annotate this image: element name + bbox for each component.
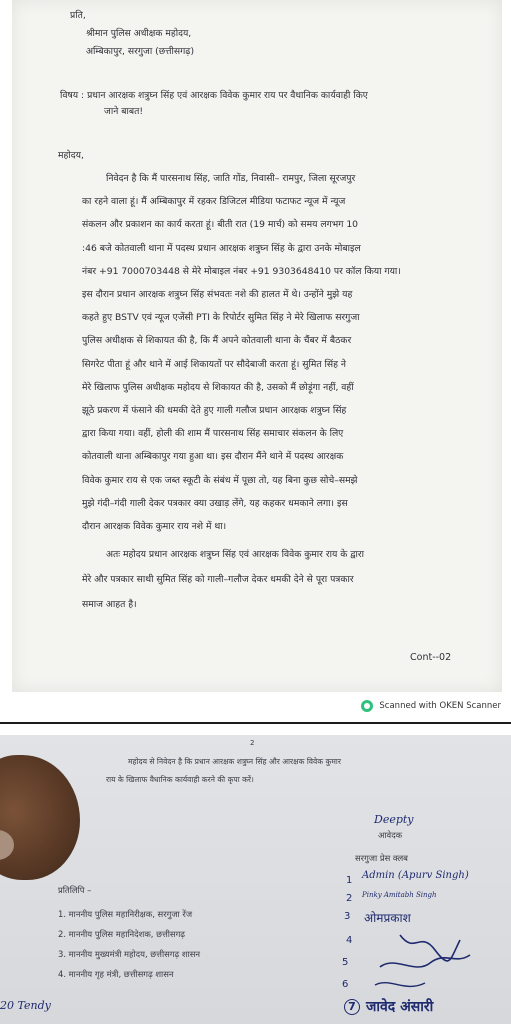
applicant-label: आवेदक — [378, 830, 403, 840]
salutation-to: प्रति, — [70, 10, 86, 21]
copy-item: 1. माननीय पुलिस महानिरीक्षक, सरगुजा रेंज — [58, 909, 193, 919]
body-line: सिगरेट पीता हूं और थाने में आई शिकायतों पर सौदेबाजी करता हूं। सुमित सिंह ने — [82, 358, 346, 370]
scanner-watermark-text: Scanned with OKEN Scanner — [379, 701, 501, 711]
letter-page-1 — [12, 0, 502, 692]
club-name: सरगुजा प्रेस क्लब — [355, 853, 408, 863]
addressee-line-1: श्रीमान पुलिस अधीक्षक महोदय, — [86, 28, 192, 39]
copy-item: 2. माननीय पुलिस महानिदेशक, छत्तीसगढ़ — [58, 929, 186, 939]
body-line: कोतवाली थाना अम्बिकापुर गया हुआ था। इस दौरान मैंने थाने में पदस्थ आरक्षक — [82, 451, 344, 463]
copy-item: 3. माननीय मुख्यमंत्री महोदय, छत्तीसगढ़ शासन — [58, 949, 201, 959]
body-line: मुझे गंदी–गंदी गाली देकर पत्रकार क्या उखाड़ लेंगे, यह कहकर धमकाने लगा। इस — [82, 497, 348, 509]
body-line: दौरान आरक्षक विवेक कुमार राय नशे में था। — [82, 521, 227, 533]
signature-top: Deepty — [374, 813, 414, 826]
sig-number: 4 — [346, 935, 353, 946]
body-line: मेरे खिलाफ पुलिस अधीक्षक महोदय से शिकायत की है, उसको मैं छोड़ूंगा नहीं, वहीं — [82, 381, 354, 393]
body-line: निवेदन है कि मैं पारसनाथ सिंह, जाति गोंड, निवासी– रामपुर, जिला सूरजपुर — [106, 173, 356, 184]
signature-entry: Pinky Amitabh Singh — [362, 891, 437, 899]
signature-entry: ओमप्रकाश — [364, 911, 411, 925]
page-divider — [0, 722, 511, 724]
closing-paragraph — [82, 542, 472, 617]
signature-entry: जावेद अंसारी — [366, 999, 434, 1015]
body-line: पुलिस अधीक्षक से शिकायत की है, कि मैं अपने कोतवाली थाना के चैंबर में बैठकर — [82, 335, 352, 347]
sig-number: 3 — [344, 911, 351, 922]
body-line: का रहने वाला हूं। मैं अम्बिकापुर में रहकर डिजिटल मीडिया फटाफट न्यूज में न्यूज — [82, 196, 346, 208]
sig-number: 5 — [342, 957, 349, 968]
thumbnail-nail — [0, 830, 14, 860]
copy-item: 4. माननीय गृह मंत्री, छत्तीसगढ़ शासन — [58, 969, 174, 979]
request-line-2: राय के खिलाफ वैधानिक कार्यवाही करने की कृपा करें। — [106, 775, 254, 784]
page-number: 2 — [250, 739, 255, 747]
scanner-watermark — [361, 700, 501, 712]
body-line: द्वारा किया गया। वहीं, होली की शाम मैं पारसनाथ सिंह समाचार संकलन के लिए — [82, 428, 344, 440]
sig-number: 7 — [344, 999, 360, 1015]
subject-line-1: विषय : प्रधान आरक्षक शत्रुघ्न सिंह एवं आरक्षक विवेक कुमार राय पर वैधानिक कार्यवाही किए — [60, 90, 368, 101]
closing-line: अतः महोदय प्रधान आरक्षक शत्रुघ्न सिंह एवं आरक्षक विवेक कुमार राय के द्वारा — [106, 549, 365, 560]
sig-number: 2 — [346, 893, 353, 904]
request-line-1: महोदय से निवेदन है कि प्रधान आरक्षक शत्रुघ्न सिंह और आरक्षक विवेक कुमार — [128, 757, 341, 766]
body-line: झूठे प्रकरण में फंसाने की धमकी देते हुए गाली गलौज प्रधान आरक्षक शत्रुघ्न सिंह — [82, 405, 347, 417]
body-line: इस दौरान प्रधान आरक्षक शत्रुघ्न सिंह संभवतः नशे की हालत में थे। उन्होंने मुझे यह — [82, 289, 353, 301]
body-paragraph — [82, 167, 462, 538]
body-line: कहते हुए BSTV एवं न्यूज एजेंसी PTI के रिपोर्टर सुमित सिंह ने मेरे खिलाफ सरगुजा — [82, 312, 360, 324]
thumb-photo — [0, 755, 80, 880]
body-line: संकलन और प्रकाशन का कार्य करता हूं। बीती रात (19 मार्च) को समय लगभग 10 — [82, 219, 359, 231]
closing-line: समाज आहत है। — [82, 599, 137, 610]
continued-marker: Cont--02 — [410, 652, 452, 663]
body-line: नंबर +91 7000703448 से मेरे मोबाइल नंबर +91 9303648410 पर कॉल किया गया। — [82, 265, 401, 277]
signature-entry: Admin (Apurv Singh) — [362, 870, 469, 881]
oken-scanner-icon — [361, 700, 373, 712]
body-line: :46 बजे कोतवाली थाना में पदस्थ प्रधान आरक्षक शत्रुघ्न सिंह के द्वारा उनके मोबाइल — [82, 242, 361, 254]
letter-page-2 — [0, 735, 511, 1024]
greeting: महोदय, — [58, 150, 84, 161]
closing-line: मेरे और पत्रकार साथी सुमित सिंह को गाली–गलौज देकर धमकी देने से पूरा पत्रकार — [82, 574, 354, 585]
bottom-left-signature: 20 Tendy — [0, 999, 51, 1012]
addressee-line-2: अम्बिकापुर, सरगुजा (छत्तीसगढ़) — [86, 46, 195, 57]
subject-line-2: जाने बाबत! — [104, 106, 144, 117]
sig-number: 6 — [342, 979, 349, 990]
sig-number: 1 — [346, 875, 353, 886]
signature-scribbles — [360, 925, 490, 1005]
copy-label: प्रतिलिपि – — [58, 885, 92, 895]
body-line: विवेक कुमार राय से एक जब्त स्कूटी के संबंध में पूछा तो, यह बिना कुछ सोचे–समझे — [82, 474, 358, 486]
